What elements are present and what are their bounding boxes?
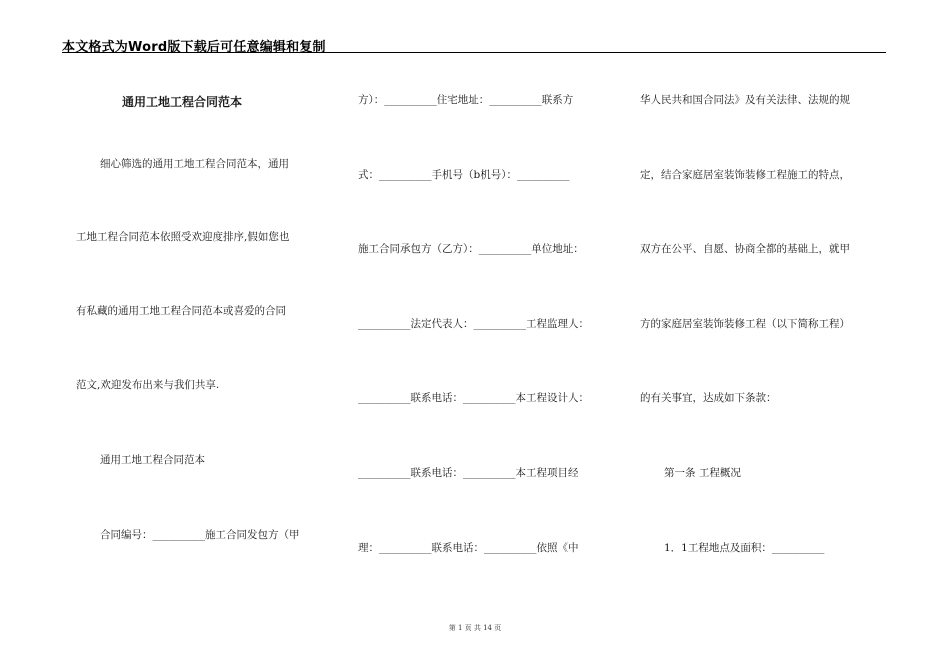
subheading-line: 通用工地工程合同范本 xyxy=(100,454,205,466)
header-divider xyxy=(62,52,886,53)
header-title: 本文格式为Word版下载后可任意编辑和复制 xyxy=(62,40,326,55)
paragraph-line: 定，结合家庭居室装饰装修工程施工的特点， xyxy=(640,169,850,181)
paragraph-line: 工地工程合同范本依照受欢迎度排序,假如您也 xyxy=(76,231,290,243)
paragraph-line: 有私藏的通用工地工程合同范本或喜爱的合同 xyxy=(76,305,286,317)
paragraph-line: 双方在公平、自愿、协商全都的基础上，就甲 xyxy=(640,243,850,255)
paragraph-line: 合同编号：__________施工合同发包方（甲 xyxy=(100,529,300,541)
paragraph-line: __________联系电话：__________本工程项目经 xyxy=(358,467,579,479)
paragraph-line: 范文,欢迎发布出来与我们共享. xyxy=(76,379,220,391)
paragraph-line: 方的家庭居室装饰装修工程（以下简称工程） xyxy=(640,318,850,330)
paragraph-line: 的有关事宜，达成如下条款： xyxy=(640,392,777,404)
paragraph-line: 1．1工程地点及面积：__________ xyxy=(664,542,825,554)
document-title: 通用工地工程合同范本 xyxy=(122,95,243,109)
paragraph-line: 理：__________联系电话：__________依照《中 xyxy=(358,542,579,554)
paragraph-line: 方）：__________住宅地址：__________联系方 xyxy=(358,94,574,106)
paragraph-line: 细心筛选的通用工地工程合同范本，通用 xyxy=(100,158,289,170)
paragraph-line: 施工合同承包方（乙方）：__________单位地址： xyxy=(358,243,584,255)
paragraph-line: 华人民共和国合同法》及有关法律、法规的规 xyxy=(640,94,850,106)
page-footer: 第 1 页 共 14 页 xyxy=(448,624,502,632)
section-heading: 第一条 工程概况 xyxy=(664,467,741,479)
paragraph-line: __________法定代表人：__________工程监理人： xyxy=(358,318,589,330)
paragraph-line: __________联系电话：__________本工程设计人： xyxy=(358,392,589,404)
paragraph-line: 式：__________手机号（b机号）：__________ xyxy=(358,169,570,181)
